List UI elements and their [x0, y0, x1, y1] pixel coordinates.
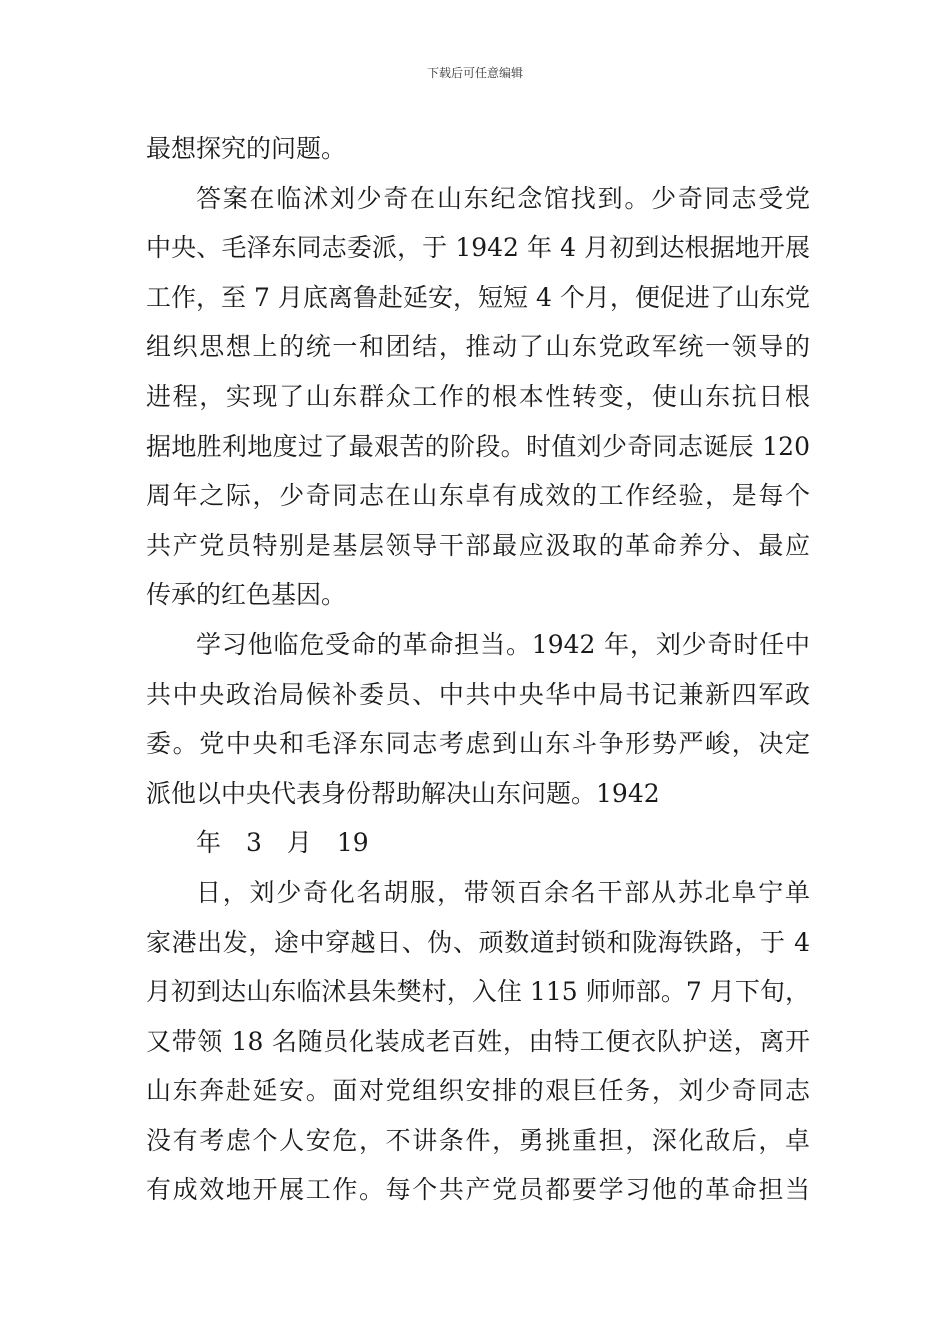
text-line: 月初到达山东临沭县朱樊村，入住 115 师师部。7 月下旬，	[146, 977, 810, 1007]
text-line: 共产党员特别是基层领导干部最应汲取的革命养分、最应	[146, 530, 810, 560]
text-line: 共中央政治局候补委员、中共中央华中局书记兼新四军政	[146, 679, 810, 709]
text-line: 有成效地开展工作。每个共产党员都要学习他的革命担当	[146, 1175, 810, 1205]
text-line: 学习他临危受命的革命担当。1942 年，刘少奇时任中	[196, 629, 810, 659]
page-header-note: 下载后可任意编辑	[426, 66, 523, 80]
text-line: 答案在临沭刘少奇在山东纪念馆找到。少奇同志受党	[196, 183, 810, 213]
text-line: 家港出发，途中穿越日、伪、顽数道封锁和陇海铁路，于 4	[146, 927, 810, 957]
text-line: 山东奔赴延安。面对党组织安排的艰巨任务，刘少奇同志	[146, 1076, 810, 1106]
text-line: 传承的红色基因。	[146, 580, 347, 610]
text-line: 又带领 18 名随员化装成老百姓，由特工便衣队护送，离开	[146, 1026, 810, 1056]
text-line: 最想探究的问题。	[146, 134, 347, 163]
text-line: 进程，实现了山东群众工作的根本性转变，使山东抗日根	[146, 381, 810, 411]
text-line: 日，刘少奇化名胡服，带领百余名干部从苏北阜宁单	[196, 877, 810, 907]
document-body	[146, 124, 810, 1215]
text-line: 据地胜利地度过了最艰苦的阶段。时值刘少奇同志诞辰 120	[146, 431, 810, 461]
text-line: 工作，至 7 月底离鲁赴延安，短短 4 个月，便促进了山东党	[146, 282, 810, 312]
text-line: 派他以中央代表身份帮助解决山东问题。1942	[146, 778, 660, 808]
text-line: 中央、毛泽东同志委派，于 1942 年 4 月初到达根据地开展	[146, 233, 810, 263]
text-line: 委。党中央和毛泽东同志考虑到山东斗争形势严峻，决定	[146, 729, 810, 759]
text-line: 年 3 月 19	[196, 828, 369, 858]
text-line: 组织思想上的统一和团结，推动了山东党政军统一领导的	[146, 332, 810, 362]
text-line: 没有考虑个人安危，不讲条件，勇挑重担，深化敌后，卓	[146, 1125, 810, 1155]
text-line: 周年之际，少奇同志在山东卓有成效的工作经验，是每个	[146, 481, 810, 511]
